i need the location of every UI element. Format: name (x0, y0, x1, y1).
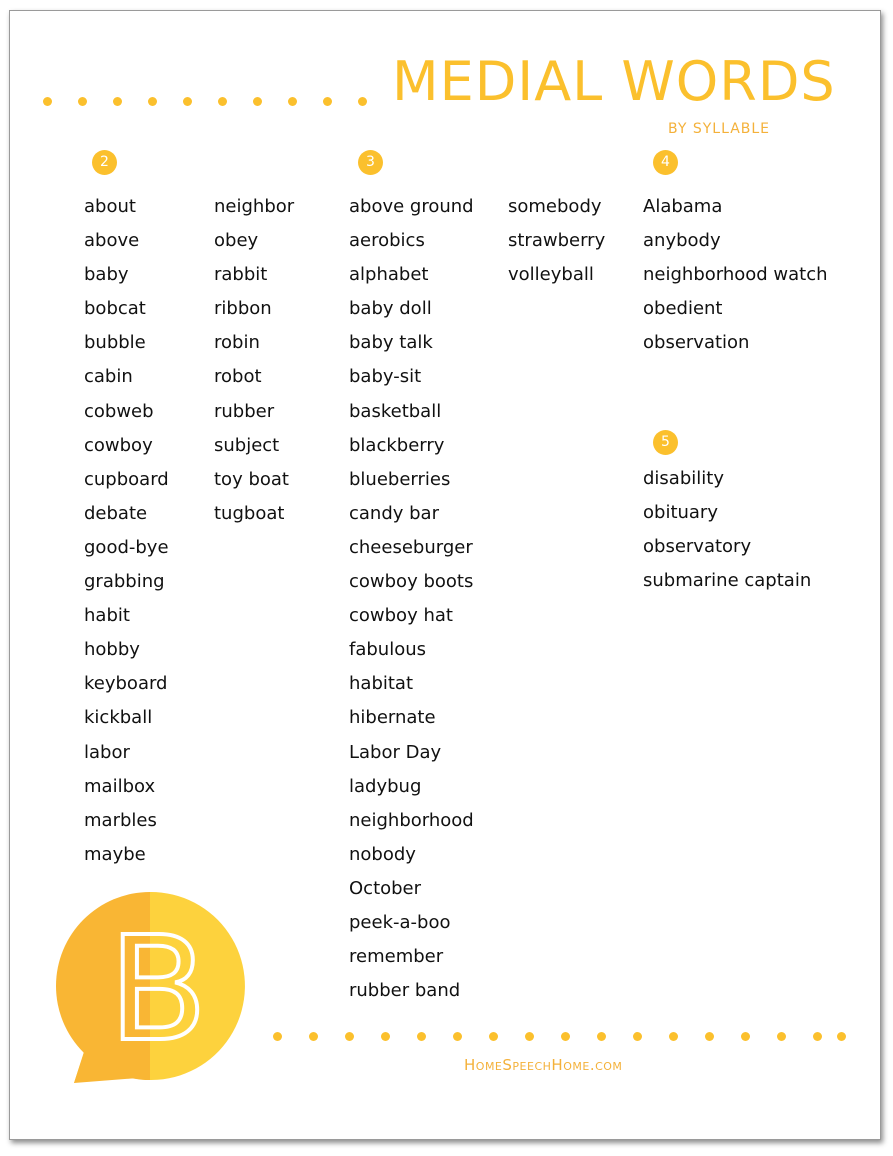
divider-dot (597, 1032, 606, 1041)
list-item: neighborhood (349, 809, 474, 831)
list-item: submarine captain (643, 570, 812, 592)
list-item: obey (214, 230, 259, 252)
divider-dot (218, 97, 227, 106)
list-item: above ground (349, 196, 474, 217)
list-item: ladybug (349, 775, 422, 797)
word-list-2-syllable-b (214, 190, 294, 531)
divider-dot (525, 1032, 534, 1041)
list-item: cabin (84, 366, 133, 388)
list-item: fabulous (349, 639, 427, 661)
divider-dot (253, 97, 262, 106)
divider-dot (323, 97, 332, 106)
list-item: marbles (84, 809, 157, 831)
list-item: disability (643, 468, 724, 489)
divider-dot (777, 1032, 786, 1041)
list-item: nobody (349, 843, 416, 865)
list-item: blackberry (349, 434, 445, 456)
list-item: subject (214, 434, 280, 456)
list-item: obituary (643, 502, 718, 524)
list-item: cowboy hat (349, 605, 453, 627)
list-item: bubble (84, 332, 146, 354)
list-item: neighborhood watch (643, 264, 828, 286)
list-item: baby talk (349, 332, 433, 354)
divider-dot (309, 1032, 318, 1041)
list-item: baby-sit (349, 366, 422, 388)
page-title: MEDIAL WORDS (392, 50, 836, 113)
footer-part: H (464, 1056, 476, 1074)
divider-dot (837, 1032, 846, 1041)
divider-dot (417, 1032, 426, 1041)
list-item: remember (349, 946, 444, 968)
list-item: bobcat (84, 298, 146, 320)
syllable-badge-2: 2 (92, 150, 117, 175)
list-item: about (84, 196, 136, 217)
list-item: neighbor (214, 196, 295, 217)
list-item: keyboard (84, 673, 168, 695)
list-item: obedient (643, 298, 723, 320)
divider-dot (705, 1032, 714, 1041)
syllable-badge-5: 5 (653, 430, 678, 455)
divider-dot (358, 97, 367, 106)
footer-part: COM (595, 1060, 623, 1073)
list-item: habitat (349, 673, 414, 695)
list-item: somebody (508, 196, 602, 217)
list-item: volleyball (508, 264, 594, 286)
word-list-4-syllable (643, 190, 828, 360)
word-list-3-syllable-a (349, 190, 474, 1008)
list-item: basketball (349, 400, 442, 422)
list-item: October (349, 877, 422, 899)
list-item: blueberries (349, 468, 451, 490)
list-item: cowboy (84, 434, 153, 456)
divider-dot (741, 1032, 750, 1041)
footer-part: . (589, 1056, 596, 1074)
list-item: debate (84, 502, 148, 524)
list-item: candy bar (349, 502, 439, 524)
divider-dot (113, 97, 122, 106)
divider-dot (561, 1032, 570, 1041)
list-item: labor (84, 741, 130, 763)
list-item: Alabama (643, 196, 723, 217)
word-list-3-syllable-b (508, 190, 605, 292)
list-item: baby doll (349, 298, 432, 320)
list-item: observatory (643, 536, 752, 558)
page-subtitle: BY SYLLABLE (668, 121, 771, 137)
list-item: baby (84, 264, 129, 286)
divider-dot (148, 97, 157, 106)
word-list-2-syllable-a (84, 190, 169, 872)
divider-dot (669, 1032, 678, 1041)
list-item: cupboard (84, 468, 169, 490)
logo-letter: B (108, 905, 208, 1073)
divider-dot (489, 1032, 498, 1041)
divider-dot (43, 97, 52, 106)
list-item: cheeseburger (349, 536, 473, 558)
list-item: rubber (214, 400, 275, 422)
list-item: habit (84, 605, 130, 627)
footer-part: H (551, 1056, 564, 1074)
list-item: aerobics (349, 230, 425, 252)
list-item: good-bye (84, 536, 169, 558)
syllable-badge-3: 3 (358, 150, 383, 175)
list-item: anybody (643, 230, 721, 252)
divider-dot (633, 1032, 642, 1041)
footer-part: OME (475, 1060, 503, 1073)
divider-dot (78, 97, 87, 106)
list-item: cobweb (84, 400, 154, 422)
list-item: rabbit (214, 264, 268, 286)
list-item: rubber band (349, 980, 461, 1002)
list-item: above (84, 230, 140, 252)
footer-part: S (502, 1056, 513, 1074)
list-item: strawberry (508, 230, 606, 252)
list-item: robot (214, 366, 262, 388)
list-item: observation (643, 332, 750, 354)
footer-website-link[interactable] (464, 1056, 622, 1074)
list-item: tugboat (214, 502, 285, 524)
divider-dot (273, 1032, 282, 1041)
list-item: Labor Day (349, 741, 442, 763)
list-item: ribbon (214, 298, 272, 320)
list-item: robin (214, 332, 260, 354)
letter-b-speech-bubble-logo (46, 888, 254, 1088)
divider-dot (345, 1032, 354, 1041)
list-item: hibernate (349, 707, 436, 729)
list-item: toy boat (214, 468, 289, 490)
list-item: peek-a-boo (349, 911, 451, 933)
list-item: kickball (84, 707, 153, 729)
divider-dot (813, 1032, 822, 1041)
list-item: hobby (84, 639, 140, 661)
syllable-badge-4: 4 (653, 150, 678, 175)
divider-dot (381, 1032, 390, 1041)
list-item: grabbing (84, 571, 165, 593)
word-list-5-syllable (643, 462, 811, 598)
list-item: alphabet (349, 264, 429, 286)
list-item: maybe (84, 843, 146, 865)
footer-part: OME (563, 1060, 590, 1073)
divider-dot (288, 97, 297, 106)
divider-dot (453, 1032, 462, 1041)
divider-dot (183, 97, 192, 106)
list-item: cowboy boots (349, 571, 474, 593)
list-item: mailbox (84, 775, 156, 797)
footer-part: PEECH (512, 1060, 552, 1073)
